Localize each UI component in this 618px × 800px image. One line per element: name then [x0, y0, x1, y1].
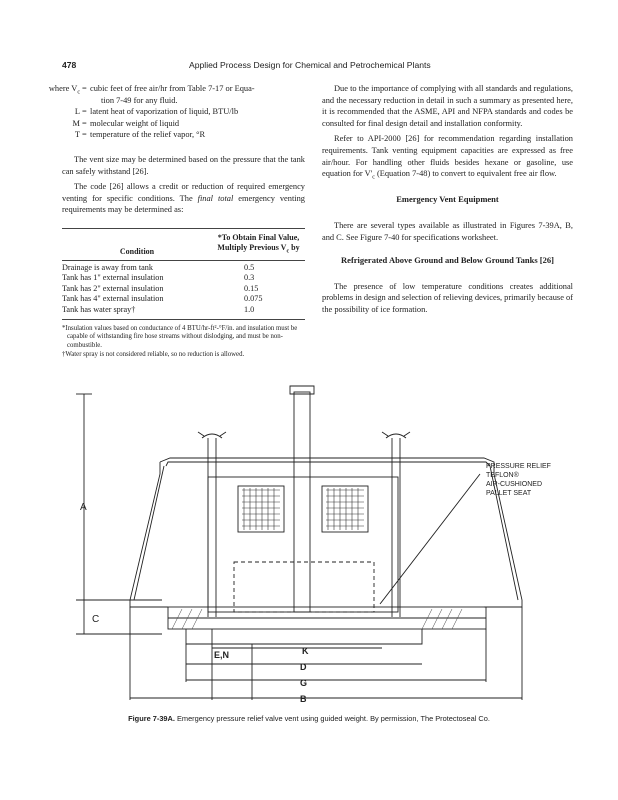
table-header: [62, 229, 305, 261]
table-row: Tank has 4" external insulation 0.075: [62, 294, 263, 304]
guide-stem: [294, 392, 310, 612]
table-footnotes: [62, 325, 305, 360]
paragraph-api2000: Refer to API-2000 [26] for recommendation regarding installation requirements. Tank venting equipment capacities are expressed as free air/hour. For handling other fluids besides hexane or gasoline, use equation for $V'_c$ (Equation 7-48) to convert to equivalent free air flow.: [322, 134, 573, 181]
var-m: M = molecular weight of liquid: [72, 118, 180, 128]
table-row: Tank has 1" external insulation 0.3: [62, 273, 255, 283]
screen-right: [322, 486, 368, 532]
paragraph-vent-size: The vent size may be determined based on the pressure that the tank can safely withstand [26].: [62, 154, 305, 176]
callout-line-3: AIR-CUSHIONED: [486, 481, 543, 488]
vent-drawing: [62, 382, 567, 702]
label-d: D: [300, 662, 307, 672]
hidden-pallet: [234, 562, 374, 612]
running-title: Applied Process Design for Chemical and Petrochemical Plants: [189, 60, 431, 70]
callout-line-1: PRESSURE RELIEF: [486, 463, 551, 470]
var-vc: where $V_c$ = cubic feet of free air/hr from Table 7-17 or Equa-: [48, 84, 255, 96]
leader-line: [380, 474, 480, 604]
footnote-insulation: *Insulation values based on conductance of 4 BTU/hr-ft²-°F/in. and insulation must be capable of withstanding fire hose streams without dislodging, and must be non-combustible.: [62, 324, 298, 350]
label-k: K: [302, 646, 309, 656]
hood-inner-left: [134, 466, 164, 600]
heading-refrigerated: Refrigerated Above Ground and Below Ground Tanks [26]: [341, 255, 554, 266]
table-row: Tank has water spray† 1.0: [62, 304, 255, 314]
weight-body: [208, 477, 398, 612]
figure-caption: Figure 7-39A. Emergency pressure relief valve vent using guided weight. By permission, The Protectoseal Co.: [128, 714, 490, 723]
var-l: L = latent heat of vaporization of liquid, BTU/lb: [74, 107, 239, 117]
heading-emergency-vent: Emergency Vent Equipment: [396, 194, 499, 205]
paragraph-low-temp: The presence of low temperature conditions creates additional problems in design and selection of relieving devices, primarily because of the possibility of ice formation.: [322, 281, 573, 314]
table-row: Drainage is away from tank 0.5: [62, 262, 255, 272]
hood-inner: [166, 462, 518, 600]
col-multiplier: *To Obtain Final Value, Multiply Previous $V_c$ by: [217, 232, 300, 255]
label-a: A: [80, 502, 87, 513]
paragraph-types: There are several types available as illustrated in Figures 7-39A, B, and C. See Figure 7-40 for specifications worksheet.: [322, 221, 573, 242]
footnote-water-spray: †Water spray is not considered reliable, so no reduction is allowed.: [62, 350, 245, 358]
reduction-table: [62, 228, 305, 320]
table-row: Tank has 2" external insulation 0.15: [62, 283, 259, 293]
var-t: T = temperature of the relief vapor, °R: [74, 130, 206, 140]
hood-right: [160, 458, 522, 607]
label-g: G: [300, 678, 308, 688]
left-column: [48, 83, 305, 360]
paragraph-code-credit: The code [26] allows a credit or reduction of required emergency venting for specific conditions. The final total emergency venting requirements may be determined as:: [62, 182, 305, 215]
var-vc-cont: tion 7-49 for any fluid.: [101, 95, 178, 105]
screen-left: [238, 486, 284, 532]
wing-nut-right: [382, 432, 410, 438]
label-b: B: [300, 694, 307, 702]
wing-nut-left: [198, 432, 226, 438]
paragraph-standards: Due to the importance of complying with all standards and regulations, and the necessary reduction in detail in such a summary as presented here, it is recommended that the ASME, API and NFPA standards and codes be consulted for final design detail and installation conformity.: [322, 84, 573, 128]
label-c: C: [92, 614, 100, 625]
col-condition: Condition: [119, 246, 155, 256]
callout-line-2: TEFLON®: [486, 472, 519, 479]
base-nozzle: [186, 629, 422, 644]
page-number: 478: [62, 60, 77, 70]
right-column: [322, 83, 573, 316]
screen-mesh: [242, 488, 364, 530]
label-en: E,N: [214, 650, 230, 660]
callout-line-4: PALLET SEAT: [486, 490, 532, 497]
